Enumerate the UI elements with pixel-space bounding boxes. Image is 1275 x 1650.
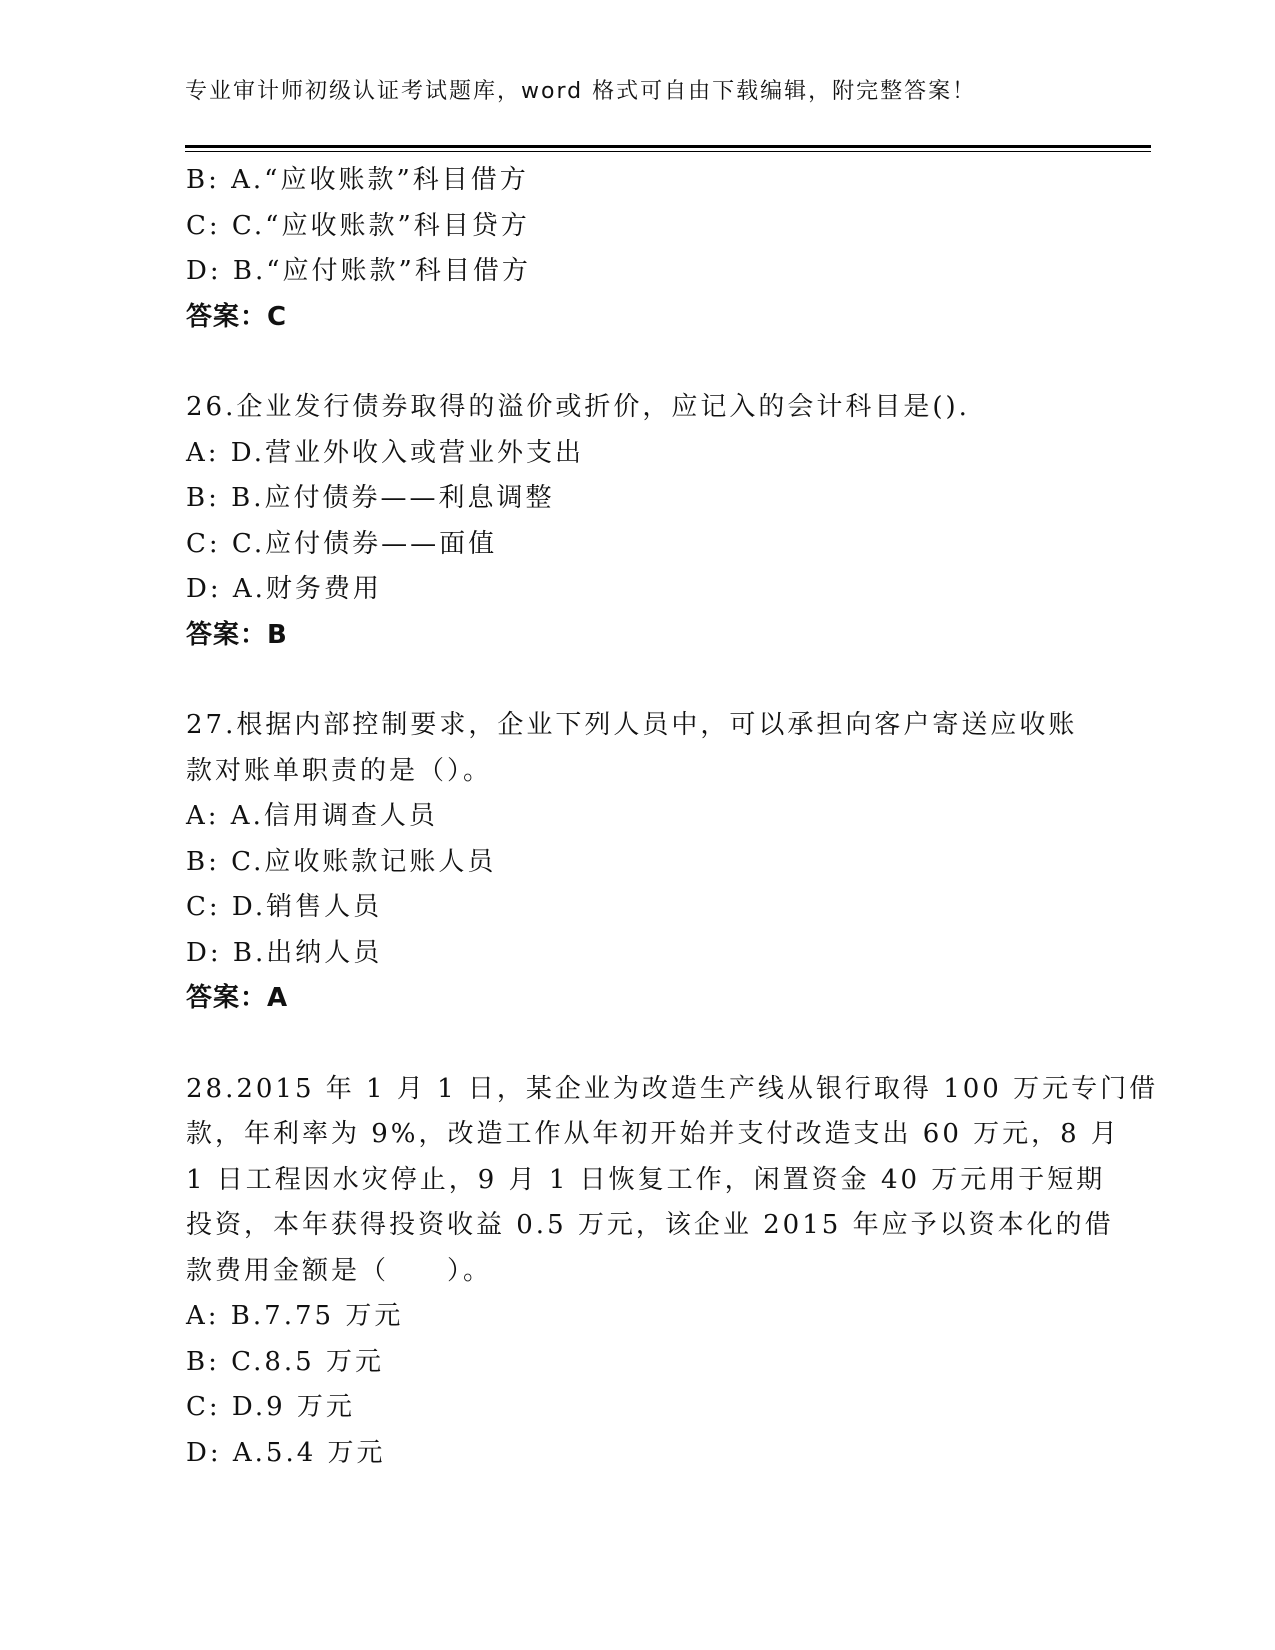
question-28: [186, 1067, 1159, 1477]
option-b: B: C.应收账款记账人员: [186, 846, 497, 877]
option-d: D: B.出纳人员: [186, 937, 383, 968]
question-text-line-1: 27.根据内部控制要求，企业下列人员中，可以承担向客户寄送应收账: [186, 710, 1078, 740]
question-text-line-2: 款，年利率为 9%，改造工作从年初开始并支付改造支出 60 万元，8 月: [186, 1119, 1120, 1149]
question-text-line-3: 1 日工程因水灾停止，9 月 1 日恢复工作，闲置资金 40 万元用于短期: [186, 1164, 1106, 1195]
option-d: D: B.“应付账款”科目借方: [186, 256, 531, 286]
option-c: C: C.应付债券——面值: [186, 528, 498, 559]
spacer: [186, 340, 1086, 385]
answer-label: 答案：C: [186, 301, 288, 332]
option-a: A: D.营业外收入或营业外支出: [186, 437, 584, 468]
question-text-line-1: 28.2015 年 1 月 1 日，某企业为改造生产线从银行取得 100 万元专门借: [186, 1073, 1159, 1104]
header-rule-thick: [185, 145, 1151, 148]
question-text-line-4: 投资，本年获得投资收益 0.5 万元，该企业 2015 年应予以资本化的借: [186, 1210, 1114, 1240]
document-header: 专业审计师初级认证考试题库，word 格式可自由下载编辑，附完整答案！: [185, 79, 977, 104]
option-d: D: A.财务费用: [186, 574, 382, 604]
spacer: [186, 1022, 1086, 1067]
question-text-line-2: 款对账单职责的是（）。: [186, 755, 493, 786]
option-b: B: A.“应收账款”科目借方: [186, 165, 529, 195]
answer-label: 答案：B: [186, 619, 288, 650]
option-c: C: C.“应收账款”科目贷方: [186, 210, 530, 241]
option-c: C: D.9 万元: [186, 1392, 355, 1422]
spacer: [186, 658, 1086, 703]
option-a: A: A.信用调查人员: [186, 801, 438, 831]
option-d: D: A.5.4 万元: [186, 1437, 386, 1468]
option-a: A: B.7.75 万元: [186, 1301, 404, 1331]
question-text-line-5: 款费用金额是（ ）。: [186, 1255, 493, 1286]
option-c: C: D.销售人员: [186, 892, 383, 922]
option-b: B: B.应付债券——利息调整: [186, 483, 555, 513]
header-rule-thin: [185, 151, 1151, 152]
question-26: [186, 385, 1086, 658]
option-b: B: C.8.5 万元: [186, 1346, 384, 1377]
question-27: [186, 703, 1086, 1022]
answer-label: 答案：A: [186, 983, 289, 1013]
question-text: 26.企业发行债券取得的溢价或折价，应记入的会计科目是().: [186, 392, 970, 422]
document-body: [186, 158, 1159, 1476]
previous-question: [186, 158, 1086, 340]
